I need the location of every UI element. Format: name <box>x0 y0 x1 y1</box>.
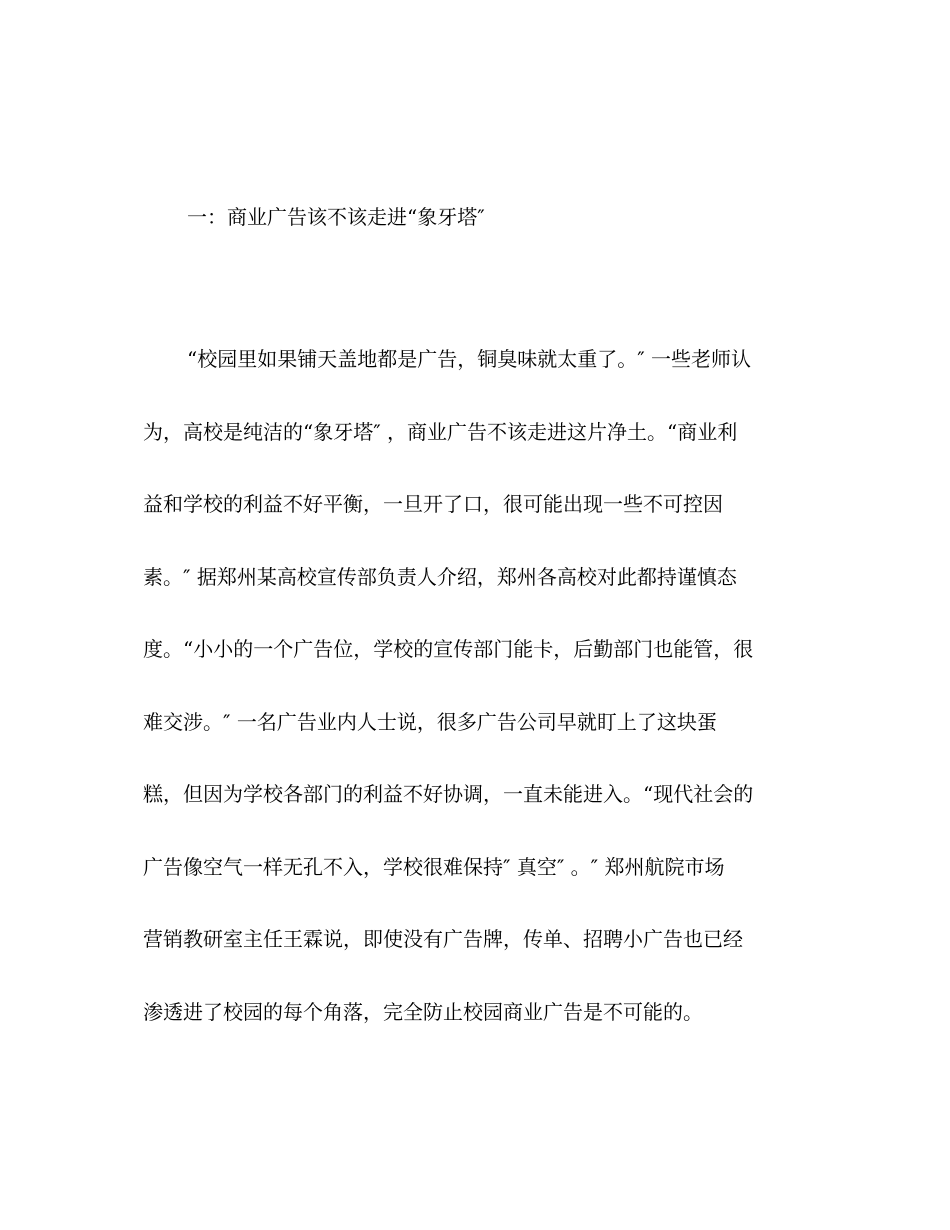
section-heading: 一：商业广告该不该走进“象牙塔″ <box>187 205 485 229</box>
paragraph-line: “校园里如果铺天盖地都是广告，铜臭味就太重了。″ 一些老师认 <box>187 347 752 371</box>
paragraph-line: 度。“小小的一个广告位，学校的宣传部门能卡，后勤部门也能管，很 <box>143 637 754 661</box>
paragraph-line: 素。″ 据郑州某高校宣传部负责人介绍，郑州各高校对此都持谨慎态 <box>143 565 737 589</box>
paragraph-line: 难交涉。″ 一名广告业内人士说，很多广告公司早就盯上了这块蛋 <box>143 710 717 734</box>
paragraph-line: 糕，但因为学校各部门的利益不好协调，一直未能进入。“现代社会的 <box>143 782 754 806</box>
paragraph-line: 渗透进了校园的每个角落，完全防止校园商业广告是不可能的。 <box>143 1000 703 1024</box>
paragraph-line: 益和学校的利益不好平衡，一旦开了口，很可能出现一些不可控因 <box>143 492 723 516</box>
paragraph-line: 广告像空气一样无孔不入，学校很难保持″ 真空″ 。″ 郑州航院市场 <box>143 855 725 879</box>
paragraph-line: 为，高校是纯洁的“象牙塔″ ，商业广告不该走进这片净土。“商业利 <box>143 420 738 444</box>
paragraph-line: 营销教研室主任王霖说，即使没有广告牌，传单、招聘小广告也已经 <box>143 927 743 951</box>
